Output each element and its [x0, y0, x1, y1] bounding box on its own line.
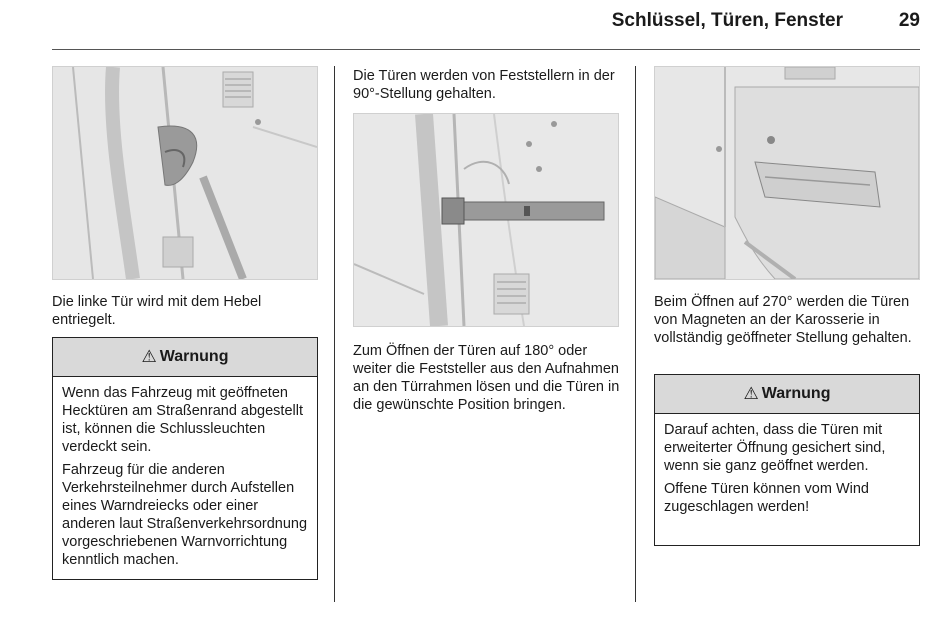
magnet-drawing: [655, 67, 919, 279]
column-divider-right: [635, 66, 636, 602]
col3-warning-paragraph-1: Darauf achten, dass die Türen mit erweiterter Öffnung gesichert sind, wenn sie ganz geöffnet werden.: [664, 422, 886, 474]
col1-warning-paragraph-2: Fahrzeug für die anderen Verkehrsteilnehmer durch Aufstellen eines Warndreiecks oder einer anderen laut Straßenverkehrsordnung vorgeschriebenen Warnvorrichtung kenntlich machen.: [62, 462, 308, 568]
door-magnet-illustration: [654, 66, 920, 280]
col2-intro: Die Türen werden von Feststellern in der 90°-Stellung gehalten.: [353, 68, 615, 102]
door-check-strap-illustration: [353, 113, 619, 327]
col3-caption: Beim Öffnen auf 270° werden die Türen von Magneten an der Karosserie in vollständig geöffneter Stellung gehalten.: [654, 294, 912, 346]
column-divider-left: [334, 66, 335, 602]
col3-warning-paragraph-2: Offene Türen können vom Wind zugeschlagen werden!: [664, 481, 869, 515]
col2-text: Zum Öffnen der Türen auf 180° oder weiter die Feststeller aus den Aufnahmen an den Türrahmen lösen und die Türen in die gewünschte Position bringen.: [353, 343, 620, 413]
check-strap-drawing: [354, 114, 618, 326]
col3-warning-box: [654, 374, 920, 546]
header-rule: [52, 49, 920, 50]
col1-warning-body: [53, 377, 317, 580]
page-number: 29: [898, 10, 920, 31]
col3-warning-body: [655, 414, 919, 527]
door-lever-illustration: [52, 66, 318, 280]
col1-warning-box: [52, 337, 318, 580]
col1-warning-header: [53, 338, 317, 377]
col1-caption: Die linke Tür wird mit dem Hebel entriegelt.: [52, 294, 262, 328]
door-lever-drawing: [53, 67, 317, 279]
col1-warning-paragraph-1: Wenn das Fahrzeug mit geöffneten Hecktüren am Straßenrand abgestellt ist, können die Schlussleuchten verdeckt sein.: [62, 385, 303, 455]
col1-warning-title: Warnung: [159, 348, 229, 365]
section-title: Schlüssel, Türen, Fenster: [611, 10, 843, 31]
warning-triangle-icon: ⚠: [141, 347, 157, 366]
col3-warning-title: Warnung: [761, 385, 831, 402]
col3-warning-header: [655, 375, 919, 414]
warning-triangle-icon: ⚠: [743, 384, 759, 403]
